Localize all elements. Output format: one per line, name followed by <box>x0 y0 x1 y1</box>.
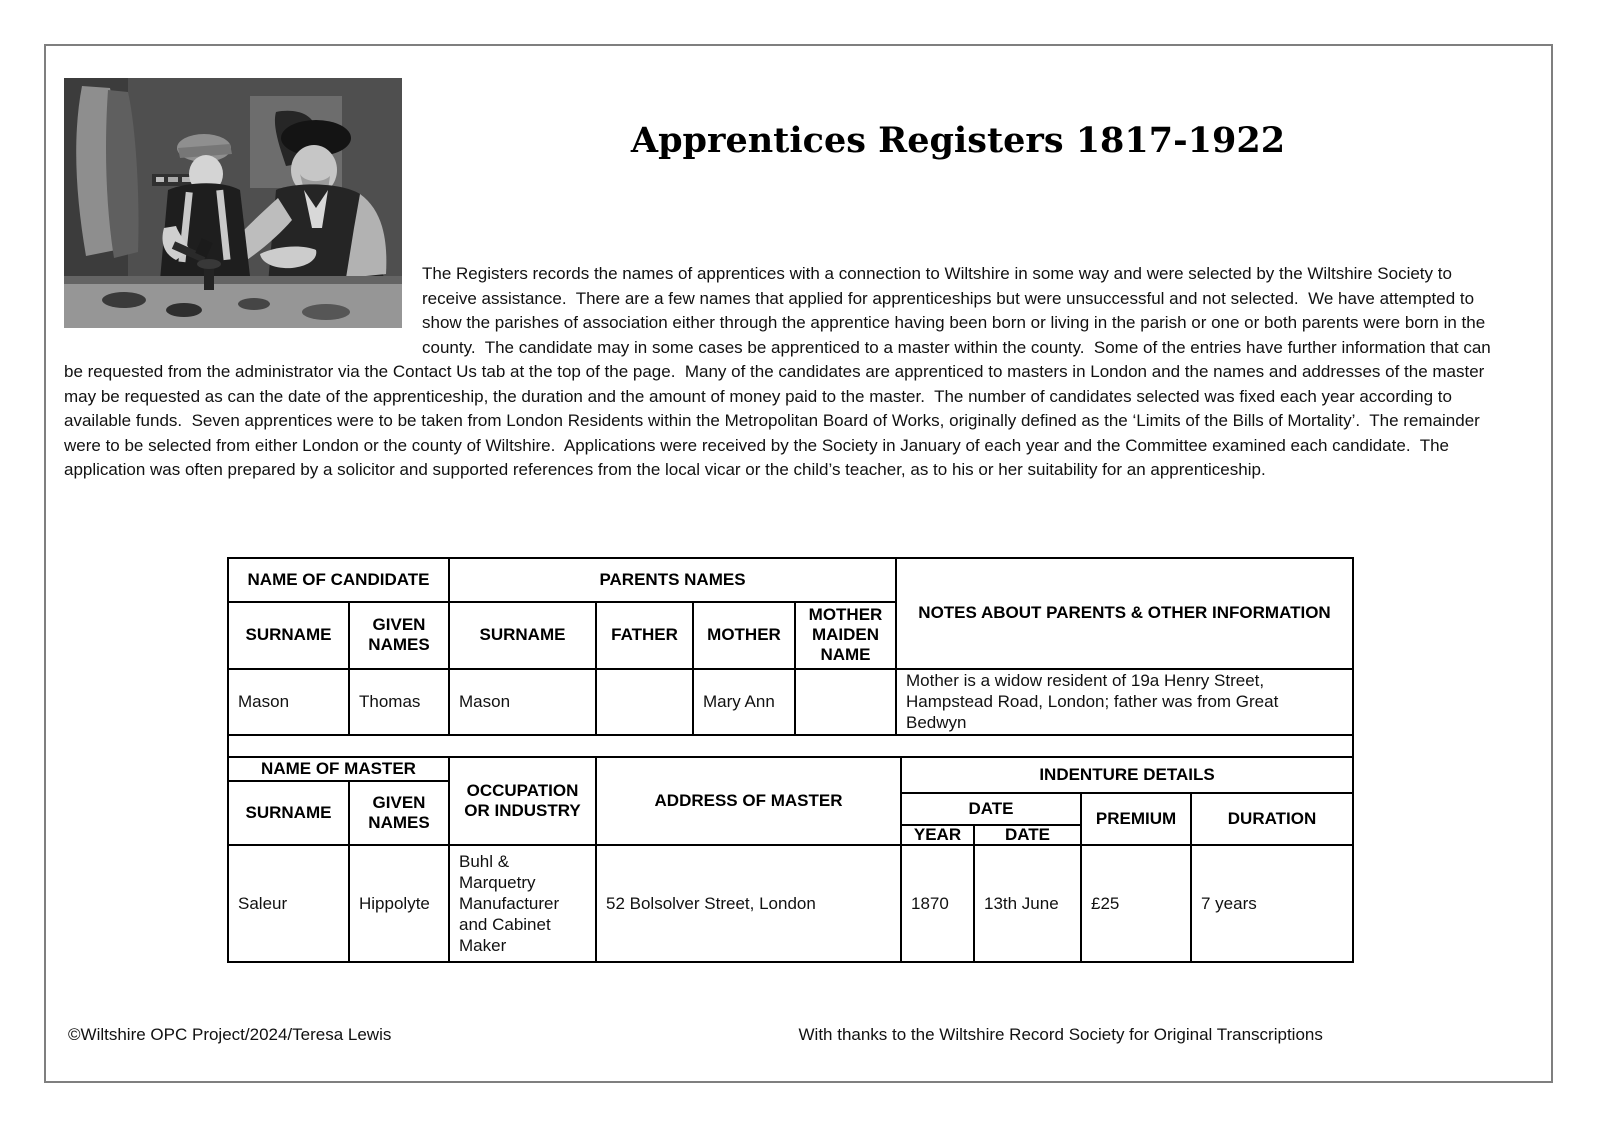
page-title: Apprentices Registers 1817-1922 <box>630 120 1286 161</box>
master-table <box>227 756 1354 963</box>
header-notes-about-parents: NOTES ABOUT PARENTS & OTHER INFORMATION <box>896 558 1353 669</box>
master-surname-value: Saleur <box>228 845 349 962</box>
date-value: 13th June <box>974 845 1081 962</box>
candidate-surname-value: Mason <box>228 669 349 735</box>
candidate-table <box>227 557 1354 736</box>
copyright-text: ©Wiltshire OPC Project/2024/Teresa Lewis <box>68 1025 392 1044</box>
header-father: FATHER <box>596 602 693 669</box>
address-value: 52 Bolsolver Street, London <box>596 845 901 962</box>
workshop-photo <box>64 78 402 328</box>
header-duration: DURATION <box>1191 793 1353 845</box>
candidate-given-names-value: Thomas <box>349 669 449 735</box>
header-master-surname: SURNAME <box>228 781 349 845</box>
header-mother: MOTHER <box>693 602 795 669</box>
occupation-value: Buhl & Marquetry Manufacturer and Cabinet Maker <box>449 845 596 962</box>
parent-surname-value: Mason <box>449 669 596 735</box>
header-candidate-surname: SURNAME <box>228 602 349 669</box>
premium-value: £25 <box>1081 845 1191 962</box>
notes-value: Mother is a widow resident of 19a Henry Street, Hampstead Road, London; father was from Great Bedwyn <box>896 669 1353 735</box>
mother-value: Mary Ann <box>693 669 795 735</box>
header-year: YEAR <box>901 825 974 845</box>
header-mother-maiden-name: MOTHER MAIDEN NAME <box>795 602 896 669</box>
master-given-names-value: Hippolyte <box>349 845 449 962</box>
year-value: 1870 <box>901 845 974 962</box>
document-page <box>44 44 1553 1083</box>
header-master-given-names: GIVEN NAMES <box>349 781 449 845</box>
header-date-group: DATE <box>901 793 1081 825</box>
acknowledgement-text: With thanks to the Wiltshire Record Society for Original Transcriptions <box>798 1025 1323 1044</box>
registers-tables <box>227 557 1494 963</box>
header-candidate-given-names: GIVEN NAMES <box>349 602 449 669</box>
header-address-of-master: ADDRESS OF MASTER <box>596 757 901 845</box>
mother-maiden-name-value <box>795 669 896 735</box>
intro-paragraph: The Registers records the names of apprentices with a connection to Wiltshire in some way and were selected by the Wiltshire Society to receive assistance. There are a few names that applied for apprenticeships but were unsuccessful and not selected. We have attempted to show the parishes of association either through the apprentice having been born or living in the parish or one or both parents were born in the county. The candidate may in some cases be apprenticed to a master within the county. Some of the entries have further information that can be requested from the administrator via the Contact Us tab at the top of the page. Many of the candidates are apprenticed to masters in London and the names and addresses of the master may be requested as can the date of the apprenticeship, the duration and the amount of money paid to the master. The number of candidates selected was fixed each year according to available funds. Seven apprentices were to be taken from London Residents within the Metropolitan Board of Works, originally defined as the ‘Limits of the Bills of Mortality’. The remainder were to be selected from either London or the county of Wiltshire. Applications were received by the Society in January of each year and the Committee examined each candidate. The application was often prepared by a solicitor and supported references from the local vicar or the child’s teacher, as to his or her suitability for an apprenticeship. <box>64 264 1496 479</box>
page-footer <box>68 1025 1529 1045</box>
table-spacer-row <box>227 736 1354 756</box>
duration-value: 7 years <box>1191 845 1353 962</box>
header-parents-names: PARENTS NAMES <box>449 558 896 602</box>
workshop-photo-illustration <box>64 78 402 328</box>
header-name-of-master: NAME OF MASTER <box>228 757 449 781</box>
header-parent-surname: SURNAME <box>449 602 596 669</box>
father-value <box>596 669 693 735</box>
header-name-of-candidate: NAME OF CANDIDATE <box>228 558 449 602</box>
header-occupation-or-industry: OCCUPATION OR INDUSTRY <box>449 757 596 845</box>
page-content <box>46 46 1551 963</box>
header-date: DATE <box>974 825 1081 845</box>
header-premium: PREMIUM <box>1081 793 1191 845</box>
header-indenture-details: INDENTURE DETAILS <box>901 757 1353 793</box>
